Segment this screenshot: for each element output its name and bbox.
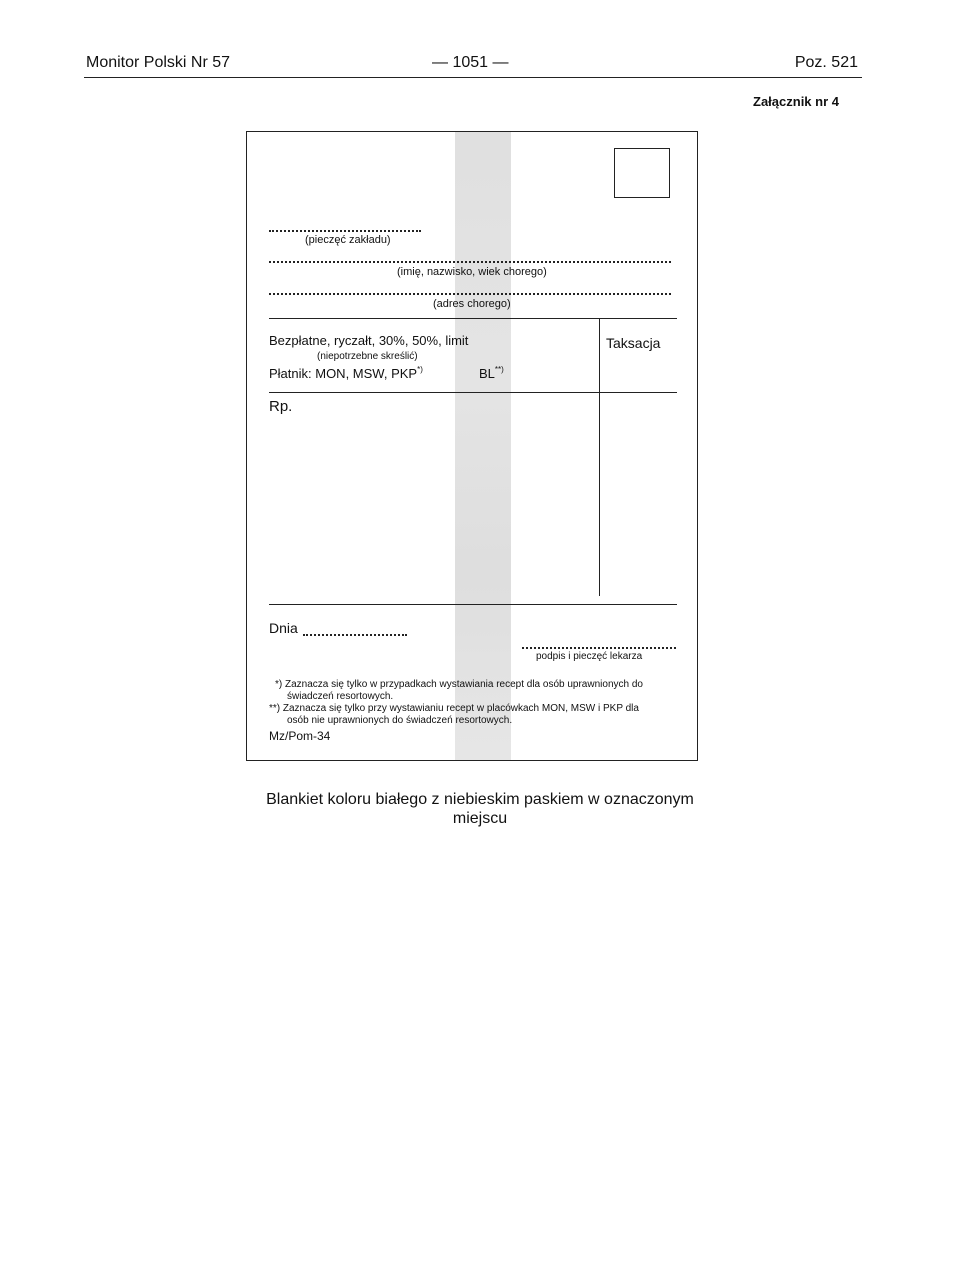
doctor-signature-label: podpis i pieczęć lekarza xyxy=(536,651,643,662)
footnote-1-cont: świadczeń resortowych. xyxy=(287,691,394,702)
page-number: — 1051 — xyxy=(432,54,509,71)
form-code: Mz/Pom-34 xyxy=(269,729,331,743)
strike-note: (niepotrzebne skreślić) xyxy=(317,351,418,362)
section-rule-top xyxy=(269,318,677,319)
payer-mark: *) xyxy=(417,365,423,374)
address-dotted-line xyxy=(269,293,671,295)
patient-dotted-line xyxy=(269,261,671,263)
section-rule-rp xyxy=(269,392,677,393)
payer-label: Płatnik: MON, MSW, PKP xyxy=(269,366,418,381)
prescription-form xyxy=(246,131,698,761)
payer-line xyxy=(269,365,423,381)
footnote-1: *) Zaznacza się tylko w przypadkach wystawiania recept dla osób uprawnionych do xyxy=(275,679,643,690)
stamp-dotted-line xyxy=(269,230,421,232)
journal-title: Monitor Polski Nr 57 xyxy=(86,54,231,71)
signature-dotted-line xyxy=(522,647,676,649)
taksacja-divider xyxy=(599,318,600,596)
section-rule-bottom xyxy=(269,604,677,605)
position-number: Poz. 521 xyxy=(794,54,858,71)
footnote-2-cont: osób nie uprawnionych do świadczeń resortowych. xyxy=(287,715,513,726)
form-caption: Blankiet koloru białego z niebieskim paskiem w oznaczonym miejscu xyxy=(266,791,694,827)
date-line xyxy=(269,620,298,636)
taksacja-label: Taksacja xyxy=(606,335,661,351)
blue-stripe xyxy=(455,132,511,760)
annex-label: Załącznik nr 4 xyxy=(753,94,839,109)
stamp-label: (pieczęć zakładu) xyxy=(305,234,391,246)
rp-label: Rp. xyxy=(269,398,293,415)
address-label: (adres chorego) xyxy=(433,298,511,310)
bl-label: BL xyxy=(479,366,495,381)
payment-types: Bezpłatne, ryczałt, 30%, 50%, limit xyxy=(269,333,469,348)
bl-mark: **) xyxy=(494,365,504,374)
stamp-box xyxy=(614,148,670,198)
date-label: Dnia xyxy=(269,620,298,636)
bl-line xyxy=(479,365,504,381)
header-rule xyxy=(84,77,862,78)
date-dotted-line xyxy=(303,634,407,636)
patient-label: (imię, nazwisko, wiek chorego) xyxy=(397,266,547,278)
footnote-2: **) Zaznacza się tylko przy wystawianiu recept w placówkach MON, MSW i PKP dla xyxy=(269,703,639,714)
